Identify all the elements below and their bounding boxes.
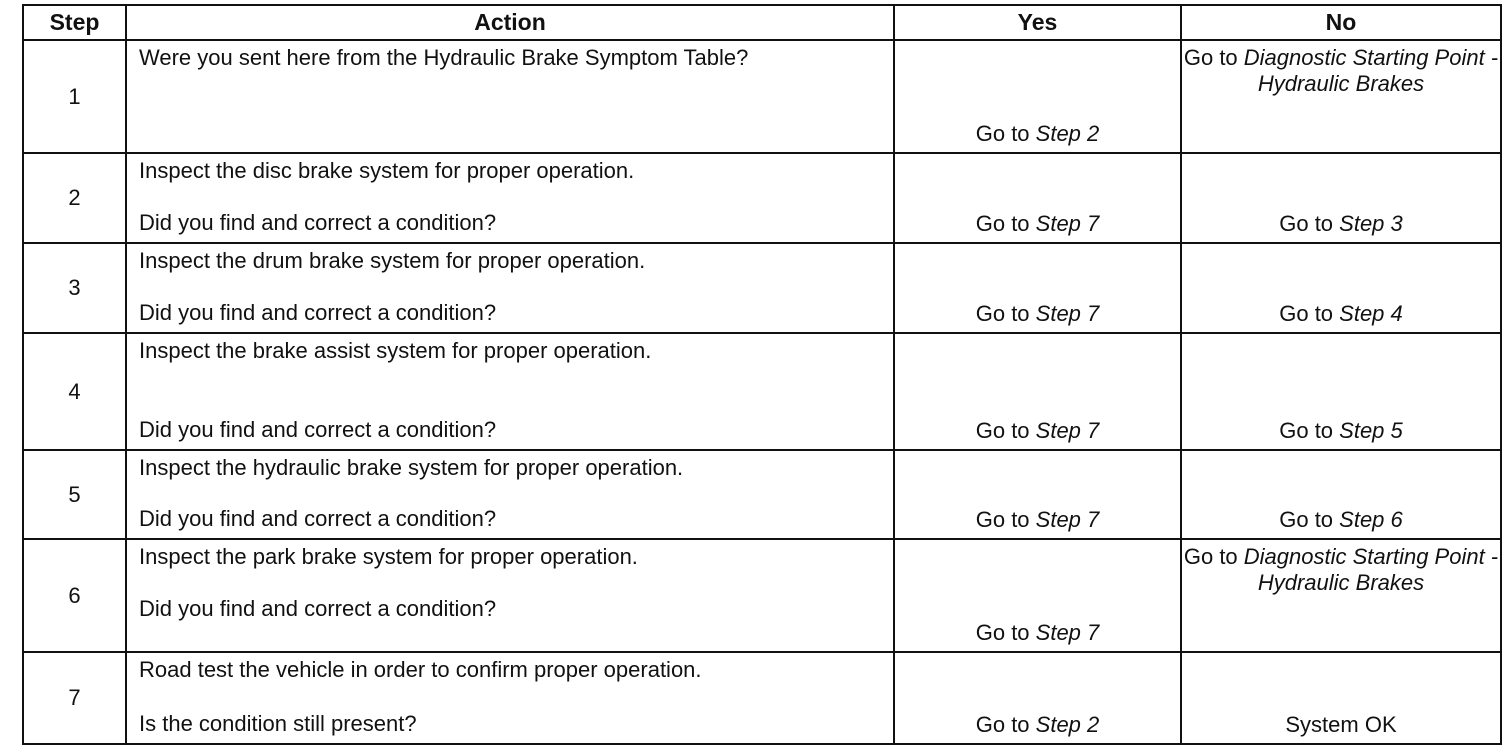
yes-prefix: Go to	[975, 620, 1036, 645]
question-text: Did you find and correct a condition?	[139, 506, 497, 531]
yes-cell	[894, 153, 1181, 243]
no-result-text: System OK	[1285, 712, 1397, 737]
yes-cell	[894, 539, 1181, 652]
question-text: Is the condition still present?	[139, 711, 417, 736]
yes-step-link[interactable]: Step 7	[1035, 507, 1100, 532]
action-text: Inspect the hydraulic brake system for proper operation.	[139, 455, 684, 480]
action-cell	[126, 333, 894, 450]
table-row	[23, 40, 1501, 153]
no-cell	[1181, 333, 1501, 450]
table-row	[23, 243, 1501, 333]
action-cell	[126, 450, 894, 539]
yes-step-link[interactable]: Step 7	[1035, 211, 1100, 236]
no-prefix: Go to	[1279, 301, 1340, 326]
table-row	[23, 539, 1501, 652]
action-cell	[126, 539, 894, 652]
yes-prefix: Go to	[975, 418, 1036, 443]
header-yes: Yes	[894, 5, 1181, 40]
table-row	[23, 153, 1501, 243]
no-prefix: Go to	[1183, 544, 1244, 569]
no-prefix: Go to	[1279, 507, 1340, 532]
yes-step-link[interactable]: Step 2	[1035, 712, 1100, 737]
yes-cell	[894, 333, 1181, 450]
diagnostic-table	[22, 4, 1502, 745]
question-text: Did you find and correct a condition?	[139, 210, 497, 235]
no-prefix: Go to	[1183, 45, 1244, 70]
yes-cell	[894, 243, 1181, 333]
no-cell	[1181, 40, 1501, 153]
header-no: No	[1181, 5, 1501, 40]
action-text: Inspect the disc brake system for proper operation.	[139, 158, 635, 183]
yes-cell	[894, 652, 1181, 744]
step-number: 7	[23, 652, 126, 744]
no-cell	[1181, 153, 1501, 243]
no-diagnostic-link[interactable]: Diagnostic Starting Point - Hydraulic Brakes	[1243, 544, 1499, 595]
table-row	[23, 652, 1501, 744]
action-text: Were you sent here from the Hydraulic Brake Symptom Table?	[139, 45, 749, 70]
yes-step-link[interactable]: Step 7	[1035, 301, 1100, 326]
action-cell	[126, 243, 894, 333]
yes-cell	[894, 450, 1181, 539]
action-cell	[126, 40, 894, 153]
action-text: Inspect the park brake system for proper operation.	[139, 544, 638, 569]
yes-prefix: Go to	[975, 712, 1036, 737]
no-cell	[1181, 243, 1501, 333]
header-action: Action	[126, 5, 894, 40]
question-text: Did you find and correct a condition?	[139, 596, 497, 621]
no-step-link[interactable]: Step 4	[1339, 301, 1403, 326]
yes-step-link[interactable]: Step 2	[1035, 121, 1100, 146]
no-diagnostic-link[interactable]: Diagnostic Starting Point - Hydraulic Brakes	[1243, 45, 1499, 96]
no-cell	[1181, 450, 1501, 539]
step-number: 4	[23, 333, 126, 450]
step-number: 1	[23, 40, 126, 153]
header-row	[23, 5, 1501, 40]
table-row	[23, 450, 1501, 539]
action-text: Inspect the brake assist system for proper operation.	[139, 338, 652, 363]
action-text: Inspect the drum brake system for proper operation.	[139, 248, 646, 273]
action-cell	[126, 153, 894, 243]
yes-prefix: Go to	[975, 211, 1036, 236]
yes-step-link[interactable]: Step 7	[1035, 620, 1100, 645]
step-number: 6	[23, 539, 126, 652]
step-number: 2	[23, 153, 126, 243]
yes-step-link[interactable]: Step 7	[1035, 418, 1100, 443]
question-text: Did you find and correct a condition?	[139, 417, 497, 442]
step-number: 3	[23, 243, 126, 333]
no-step-link[interactable]: Step 3	[1339, 211, 1403, 236]
yes-prefix: Go to	[975, 121, 1036, 146]
no-cell	[1181, 652, 1501, 744]
question-text: Did you find and correct a condition?	[139, 300, 497, 325]
no-prefix: Go to	[1279, 418, 1340, 443]
yes-cell	[894, 40, 1181, 153]
action-text: Road test the vehicle in order to confirm proper operation.	[139, 657, 702, 682]
yes-prefix: Go to	[975, 301, 1036, 326]
step-number: 5	[23, 450, 126, 539]
table-row	[23, 333, 1501, 450]
no-step-link[interactable]: Step 6	[1339, 507, 1403, 532]
header-step: Step	[23, 5, 126, 40]
action-cell	[126, 652, 894, 744]
no-prefix: Go to	[1279, 211, 1340, 236]
no-cell	[1181, 539, 1501, 652]
yes-prefix: Go to	[975, 507, 1036, 532]
no-step-link[interactable]: Step 5	[1339, 418, 1403, 443]
